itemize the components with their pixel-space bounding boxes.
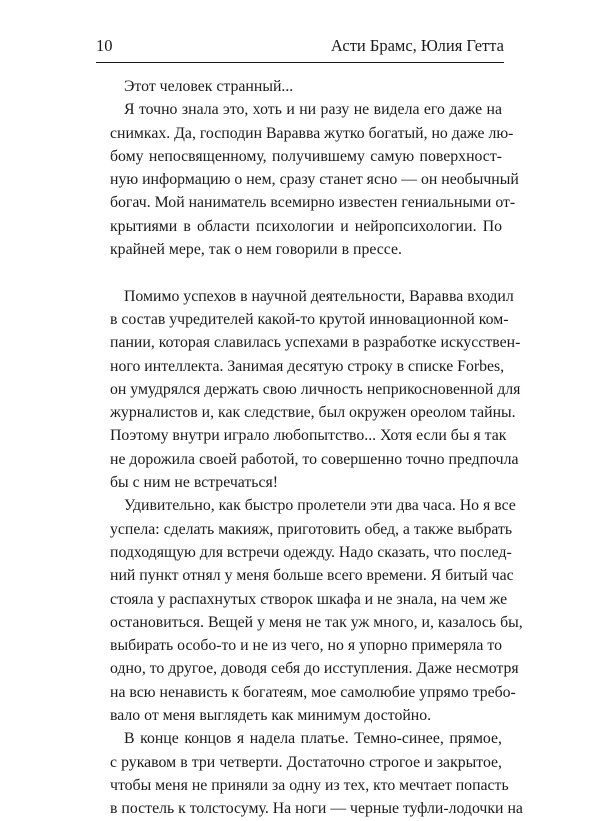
paragraph-gap bbox=[110, 261, 502, 284]
paragraph bbox=[110, 98, 519, 261]
text-line: ную информацию о нем, сразу станет ясно — он необычный bbox=[110, 171, 519, 189]
text-line: крайней мере, так о нем говорили в прессе. bbox=[110, 241, 402, 259]
text-line: Этот человек странный... bbox=[124, 78, 294, 95]
text-line: Удивительно, как быстро пролетели эти два часа. Но я все bbox=[124, 497, 516, 515]
text-line: в состав учредителей какой-то крутой инновационной ком- bbox=[110, 310, 509, 328]
text-line: журналистов и, как следствие, был окружен ореолом тайны. bbox=[110, 404, 516, 422]
text-line: подходящую для встречи одежду. Надо сказать, что послед- bbox=[110, 543, 512, 561]
text-line: Помимо успехов в научной деятельности, Варавва входил bbox=[124, 287, 514, 305]
text-line: в постель к толстосуму. На ноги — черные туфли-лодочки на bbox=[110, 800, 523, 818]
text-line: ного интеллекта. Занимая десятую строку в списке Forbes, bbox=[110, 357, 505, 375]
running-head bbox=[96, 36, 504, 56]
body-text bbox=[110, 75, 523, 821]
text-line: стояла у распахнутых створок шкафа и не знала, на чем же bbox=[110, 590, 508, 608]
text-line: Я точно знала это, хоть и ни разу не видела его даже на bbox=[124, 101, 502, 119]
text-line: крытиями в области психологии и нейропсихологии. По bbox=[110, 217, 502, 235]
text-line: на всю ненависть к богатеям, мое самолюбие упрямо требо- bbox=[110, 683, 516, 701]
paragraph bbox=[110, 75, 502, 98]
text-line: бы с ним не встречаться! bbox=[110, 474, 279, 492]
header-rule bbox=[96, 62, 504, 63]
paragraph bbox=[110, 285, 521, 495]
text-line: вало от меня выглядеть как минимум достойно. bbox=[110, 707, 432, 725]
text-line: выбирать особо-то и не из чего, но я упорно примеряла то bbox=[110, 637, 502, 655]
text-line: снимках. Да, господин Варавва жутко богатый, но даже лю- bbox=[110, 124, 514, 142]
text-line: чтобы меня не приняли за одну из тех, кто мечтает попасть bbox=[110, 776, 509, 794]
text-line: богач. Мой наниматель всемирно известен гениальными от- bbox=[110, 194, 516, 212]
paragraph bbox=[110, 494, 523, 727]
text-line: остановиться. Вещей у меня не так уж много, и, казалось бы, bbox=[110, 613, 523, 631]
text-line: одно, то другое, доводя себя до исступления. Даже несмотря bbox=[110, 660, 519, 678]
running-head-authors: Асти Брамс, Юлия Гетта bbox=[330, 36, 504, 55]
text-line: бому непосвященному, получившему самую поверхност- bbox=[110, 147, 502, 165]
text-line: успела: сделать макияж, приготовить обед, а также выбрать bbox=[110, 520, 513, 538]
text-line: он умудрялся держать свою личность неприкосновенной для bbox=[110, 380, 521, 398]
text-line: В конце концов я надела платье. Темно-синее, прямое, bbox=[124, 730, 502, 748]
text-line: ний пункт отнял у меня больше всего времени. Я битый час bbox=[110, 567, 514, 585]
text-line: Поэтому внутри играло любопытство... Хотя если бы я так bbox=[110, 427, 507, 445]
text-line: не дорожила своей работой, то совершенно точно предпочла bbox=[110, 450, 519, 468]
text-line: с рукавом в три четверти. Достаточно строгое и закрытое, bbox=[110, 753, 502, 771]
page-number: 10 bbox=[96, 36, 113, 55]
paragraph bbox=[110, 727, 523, 820]
text-line: пании, которая славилась успехами в разработке искусствен- bbox=[110, 334, 521, 352]
